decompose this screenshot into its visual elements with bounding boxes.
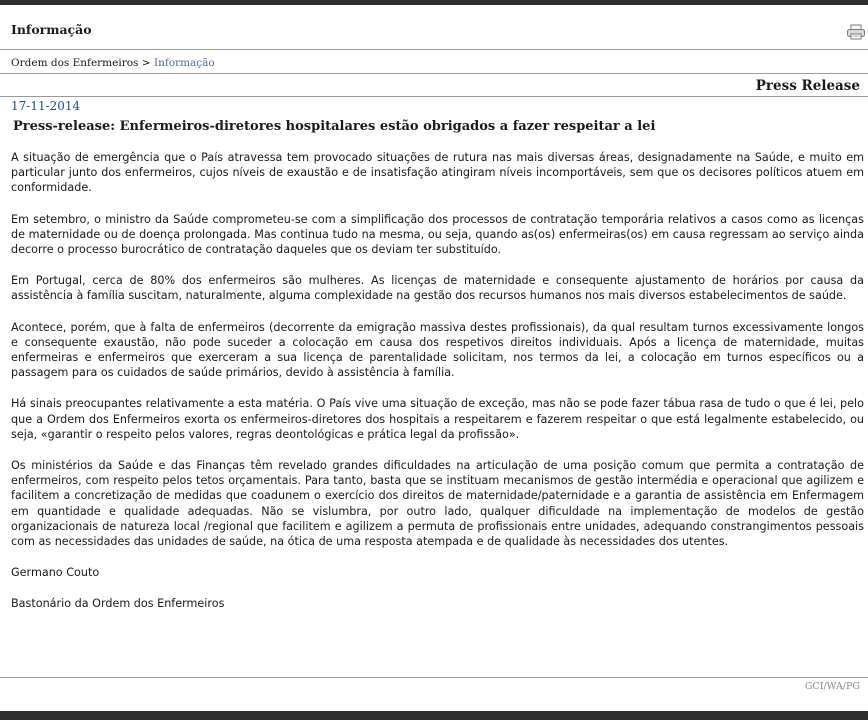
- article-paragraph: Em Portugal, cerca de 80% dos enfermeiros são mulheres. As licenças de maternidade e consequente ajustamento de horários por causa da assistência à família suscitam, naturalmente, alguma complexidade na gestão dos recursos humanos nos mais diversos estabelecimentos de saúde.: [11, 274, 864, 303]
- section-label: Press Release: [755, 78, 860, 94]
- header-title: Informação: [11, 22, 92, 37]
- signature-role: Bastonário da Ordem dos Enfermeiros: [11, 597, 225, 611]
- signature-name: Germano Couto: [11, 566, 100, 580]
- article-paragraph: Há sinais preocupantes relativamente a esta matéria. O País vive uma situação de exceção, mas não se pode fazer tábua rasa de tudo o que é lei, pelo que a Ordem dos Enfermeiros exorta os enfermeiros-diretores dos hospitais a respeitarem e fazerem respeitar o que está legalmente estabelecido, ou seja, «garantir o respeito pelos valores, regras deontológicas e prática legal da profissão».: [11, 397, 864, 441]
- article-paragraph: Acontece, porém, que à falta de enfermeiros (decorrente da emigração massiva destes profissionais), da qual resultam turnos excessivamente longos e consequente exaustão, não pode suceder a colocação em causa dos respetivos direitos individuais. Após a licença de maternidade, muitas enfermeiras e enfermeiros que exerceram a sua licença de parentalidade solicitam, nos termos da lei, a colocação em turnos específicos ou a passagem para os cuidados de saúde primários, devido à assistência à família.: [11, 320, 864, 380]
- article-body: [11, 150, 864, 628]
- bottom-frame-border: [0, 711, 868, 720]
- article-paragraph: Em setembro, o ministro da Saúde comprometeu-se com a simplificação dos processos de contratação temporária relativos a casos como as licenças de maternidade ou de doença prolongada. Mas continua tudo na mesma, ou seja, quando as(os) enfermeiras(os) em causa regressam ao serviço ainda decorre o processo burocrático de contratação daqueles que os deviam ter substituído.: [11, 212, 864, 257]
- section-divider: [0, 96, 868, 97]
- breadcrumb-separator: >: [141, 57, 151, 69]
- article-paragraph: Os ministérios da Saúde e das Finanças têm revelado grandes dificuldades na articulação de uma posição comum que permita a contratação de enfermeiros, com respeito pelos tetos orçamentais. Para tanto, basta que se instituam mecanismos de gestão intermédia e operacional que agilizem e facilitem a concretização de medidas que coadunem o exercício dos direitos de maternidade/paternidade e a garantia de assistência em Enfermagem em quantidade e qualidade adequadas. Não se vislumbra, por outro lado, qualquer dificuldade na implementação de modelos de gestão organizacionais de natureza local /regional que facilitem e agilizem a permuta de profissionais entre unidades, adequando constrangimentos pessoais com as necessidades das unidades de saúde, na ótica de uma resposta atempada e de qualidade às necessidades dos utentes.: [11, 459, 864, 549]
- breadcrumb-divider: [0, 73, 868, 74]
- breadcrumb-root-link[interactable]: Ordem dos Enfermeiros: [11, 57, 139, 69]
- header-divider: [0, 49, 868, 50]
- article-title: Press-release: Enfermeiros-diretores hospitalares estão obrigados a fazer respeitar a lei: [13, 119, 656, 134]
- header-bar: [0, 5, 868, 49]
- footer-divider: [0, 677, 868, 678]
- breadcrumb-current: Informação: [153, 57, 215, 69]
- article-paragraph: A situação de emergência que o País atravessa tem provocado situações de rutura nas mais diversas áreas, designadamente na Saúde, e muito em particular junto dos enfermeiros, cujos níveis de exaustão e de insatisfação atingiram níveis incomportáveis, sem que os decisores políticos atuem em conformidade.: [11, 151, 864, 195]
- breadcrumb: [11, 57, 215, 69]
- article-credit: GCI/WA/PG: [804, 681, 860, 692]
- article-date: 17-11-2014: [11, 99, 81, 113]
- printer-icon[interactable]: [846, 24, 866, 40]
